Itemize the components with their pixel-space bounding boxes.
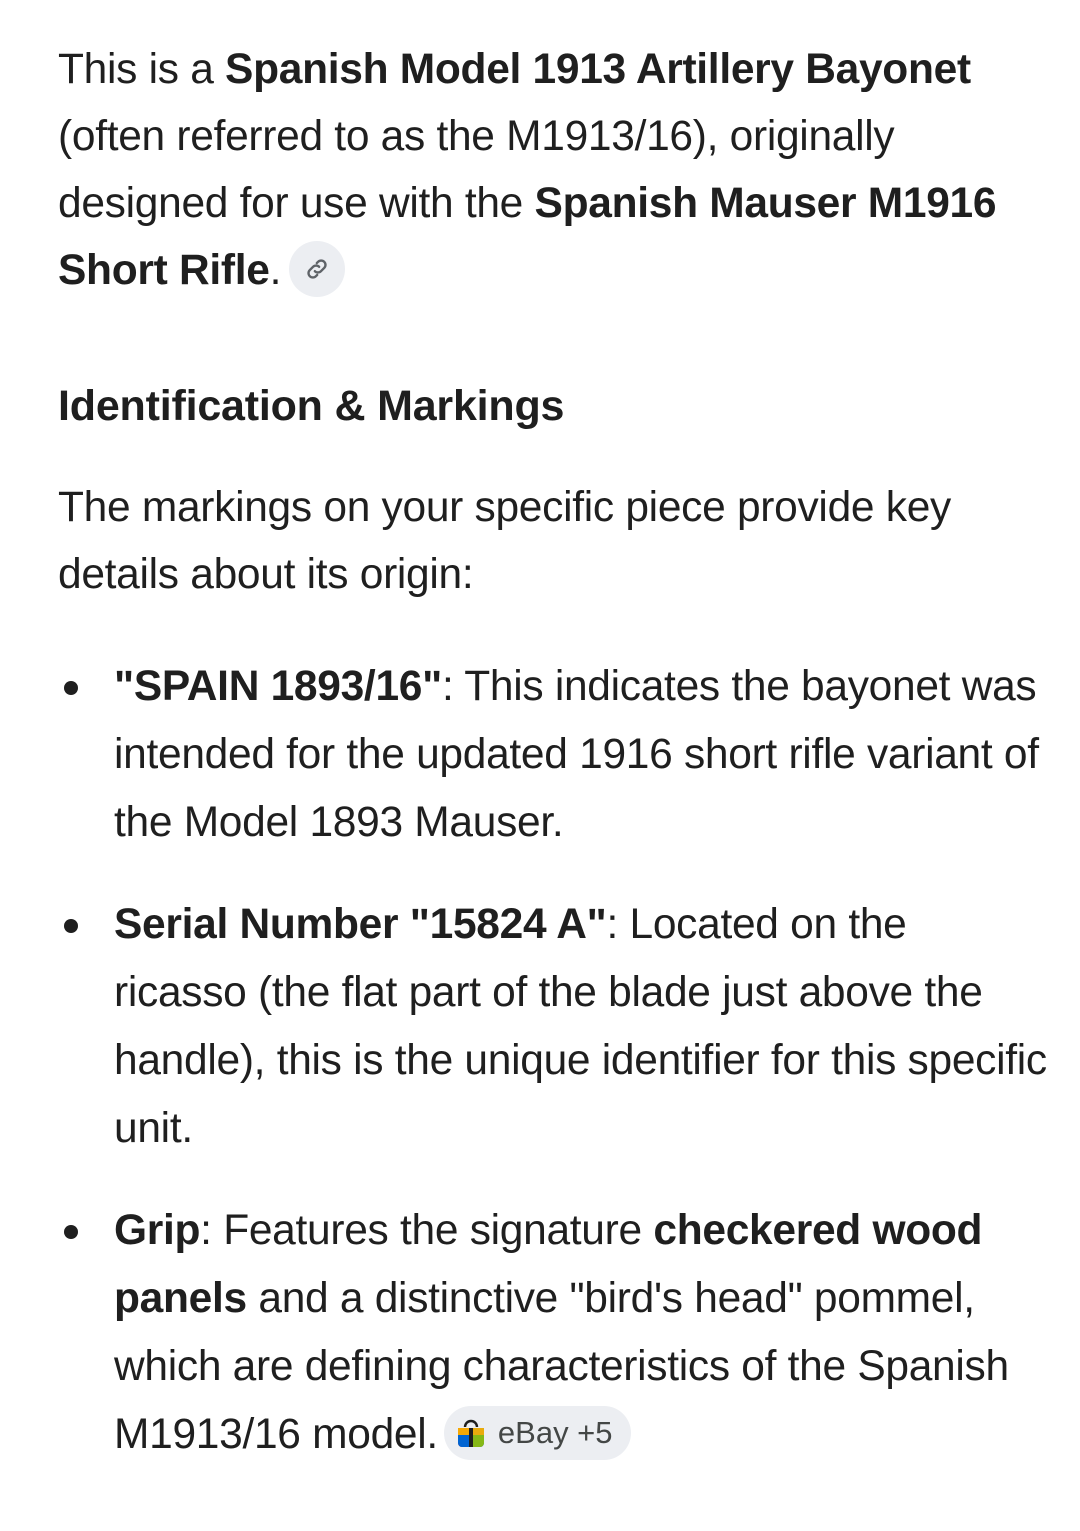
section-heading: Identification & Markings xyxy=(58,382,565,430)
bullet-dot xyxy=(64,1225,78,1239)
markings-intro: The markings on your specific piece provide key details about its origin: xyxy=(58,484,951,598)
bullet-dot xyxy=(64,681,78,695)
bullet-label: Grip xyxy=(114,1207,201,1254)
link-icon xyxy=(304,256,330,282)
list-item xyxy=(58,891,1048,1163)
bullet-text: : Located on the ricasso (the flat part of the blade just above the handle), this is the unique identifier for this specific unit. xyxy=(114,901,1047,1152)
intro-text-1: This is a xyxy=(58,46,226,93)
bullet-text: : This indicates the bayonet was intended for the updated 1916 short rifle variant of the Model 1893 Mauser. xyxy=(114,663,1039,846)
markings-list xyxy=(58,653,1048,1469)
list-item xyxy=(58,1197,1048,1469)
bullet-text: : Features the signature xyxy=(200,1207,654,1254)
bullet-label: Serial Number "15824 A" xyxy=(114,901,607,948)
bullet-text: and a distinctive "bird's head" pommel, which are defining characteristics of the Spanish M1913/16 model. xyxy=(114,1275,1009,1458)
intro-text-2: (often referred to as the M1913/16), originally designed for use with the xyxy=(58,113,895,227)
bullet-dot xyxy=(64,919,78,933)
bullet-label: "SPAIN 1893/16" xyxy=(114,663,442,710)
source-chip-label: eBay +5 xyxy=(497,1414,613,1450)
intro-bold-bayonet: Spanish Model 1913 Artillery Bayonet xyxy=(225,46,971,93)
intro-paragraph xyxy=(58,36,1048,304)
response-content xyxy=(58,36,1048,1469)
bullet-bold-phrase: checkered wood panels xyxy=(114,1207,983,1322)
ebay-shopping-bag-icon xyxy=(454,1416,488,1450)
citation-link-button[interactable] xyxy=(289,241,345,297)
list-item xyxy=(58,653,1048,857)
source-chip-button[interactable] xyxy=(444,1406,631,1460)
intro-bold-rifle: Spanish Mauser M1916 Short Rifle xyxy=(58,180,997,294)
intro-text-3: . xyxy=(269,247,282,294)
